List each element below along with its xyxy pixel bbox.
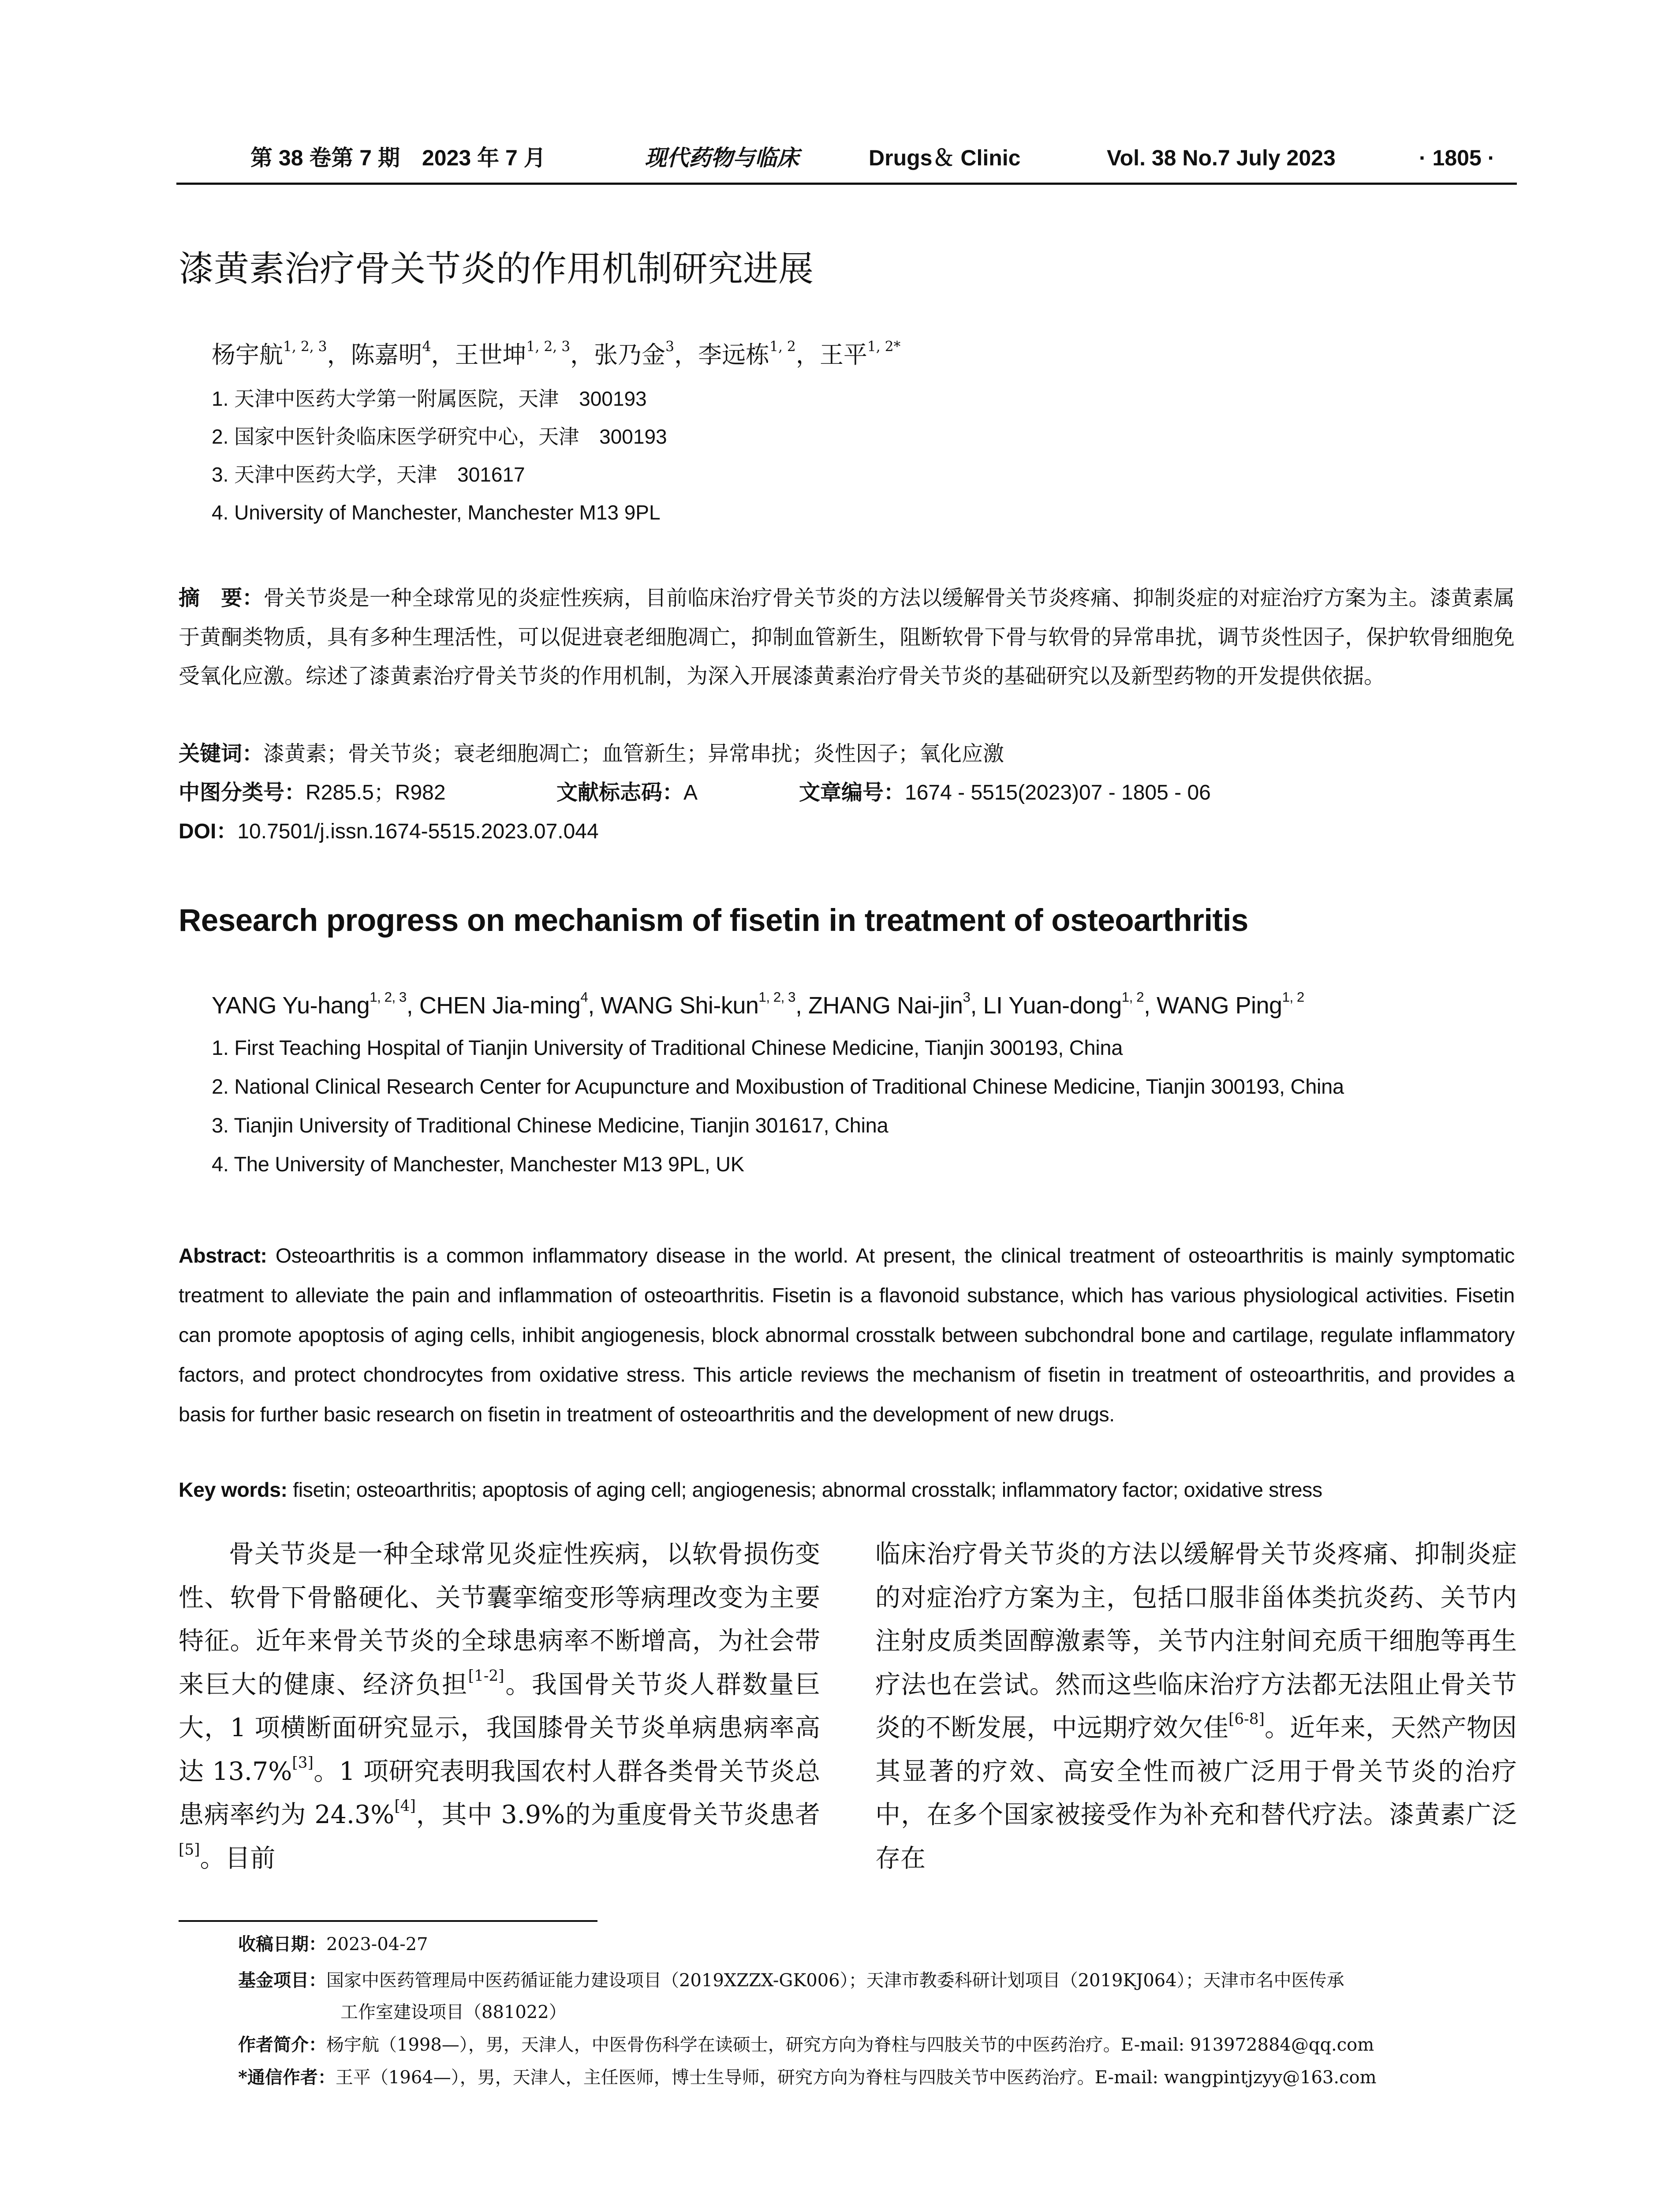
footnote-author-text: 杨宇航（1998—），男，天津人，中医骨伤科学在读硕士，研究方向为脊柱与四肢关节的中医药治疗。E-mail: 913972884@qq.com [326, 2035, 1374, 2055]
cn-author-affiliation-mark: 1, 2, 3 [283, 339, 327, 355]
affiliation-en-1: 1. First Teaching Hospital of Tianjin University of Traditional Chinese Medicine, Tianjin 300193, China [212, 1036, 1123, 1059]
abstract-en-label: Abstract: [179, 1244, 267, 1267]
en-author-separator: , [795, 992, 808, 1019]
clc-number [179, 775, 446, 811]
keywords-en-text: fisetin; osteoarthritis; apoptosis of aging cell; angiogenesis; abnormal crosstalk; inflammatory factor; oxidative stress [293, 1478, 1322, 1501]
cn-author-name: 李远栋 [698, 341, 770, 369]
cn-author-separator: ， [674, 341, 698, 369]
cn-author-separator: ， [431, 341, 455, 369]
abstract-cn-text: 骨关节炎是一种全球常见的炎症性疾病，目前临床治疗骨关节炎的方法以缓解骨关节炎疼痛、抑制炎症的对症治疗方案为主。漆黄素属于黄酮类物质，具有多种生理活性，可以促进衰老细胞凋亡，抑制血管新生，阻断软骨下骨与软骨的异常串扰，调节炎性因子，保护软骨细胞免受氧化应激。综述了漆黄素治疗骨关节炎的作用机制，为深入开展漆黄素治疗骨关节炎的基础研究以及新型药物的开发提供依据。 [179, 586, 1515, 688]
abstract-cn-label: 摘 要： [179, 587, 264, 610]
abstract-cn [179, 579, 1515, 695]
en-author-name: WANG Shi-kun [601, 992, 759, 1019]
affiliation-en-3: 3. Tianjin University of Traditional Chinese Medicine, Tianjin 301617, China [212, 1114, 889, 1137]
cn-author-name: 杨宇航 [212, 341, 283, 369]
en-author-name: WANG Ping [1157, 992, 1282, 1019]
doi-label: DOI： [179, 820, 238, 843]
footnote-rule [179, 1920, 597, 1922]
en-author-name: ZHANG Nai-jin [808, 992, 963, 1019]
footnote-author-label: 作者简介： [238, 2034, 326, 2055]
citation-reference: [4] [394, 1797, 416, 1815]
body-text-run: 临床治疗骨关节炎的方法以缓解骨关节炎疼痛、抑制炎症的对症治疗方案为主，包括口服非甾体类抗炎药、关节内注射皮质类固醇激素等，关节内注射间充质干细胞等再生疗法也在尝试。然而这些临床治疗方法都无法阻止骨关节炎的不断发展，中远期疗效欠佳 [875, 1540, 1517, 1742]
header-journal-cn: 现代药物与临床 [645, 145, 799, 171]
keywords-cn [179, 736, 1515, 772]
footnote-corresponding [238, 2064, 1517, 2091]
body-text-run: 骨关节炎是一种全球常见炎症性疾病，以软骨损伤变性、软骨下骨骼硬化、关节囊挛缩变形等病理改变为主要特征。近年来骨关节炎的全球患病率不断增高，为社会带来巨大的健康、经济负担 [179, 1540, 820, 1699]
citation-reference: [3] [292, 1754, 314, 1772]
header-page-number: · 1805 · [1419, 146, 1495, 170]
body-text-run: ，其中 3.9%的为重度骨关节炎患者 [415, 1800, 820, 1829]
affiliation-cn-2: 2. 国家中医针灸临床医学研究中心，天津 300193 [212, 425, 667, 448]
cn-author-separator: ， [570, 341, 594, 369]
authors-en [212, 990, 1304, 1021]
body-text-run: 。我国骨关节炎人群数量巨大，1 项横断面研究显示，我国膝骨关节炎单病患病率高达 13.7% [179, 1670, 821, 1786]
keywords-en [179, 1472, 1515, 1507]
abstract-en-text: Osteoarthritis is a common inflammatory disease in the world. At present, the clinical treatment of osteoarthritis is mainly symptomatic treatment to alleviate the pain and inflammation of osteoarthritis. Fisetin is a flavonoid substance, which has various physiological activities. Fisetin can promote apoptosis of aging cells, inhibit angiogenesis, block abnormal crosstalk between subchondral bone and cartilage, regulate inflammatory factors, and protect chondrocytes from oxidative stress. This article reviews the mechanism of fisetin in treatment of osteoarthritis, and provides a basis for further basic research on fisetin in treatment of osteoarthritis and the development of new drugs. [179, 1244, 1515, 1426]
cn-author-affiliation-mark: 3 [665, 339, 675, 355]
document-code [556, 775, 698, 811]
footnote-received-value: 2023-04-27 [326, 1934, 428, 1955]
header-volume-en: Vol. 38 No.7 July 2023 [1107, 146, 1336, 170]
en-author-separator: , [970, 992, 983, 1019]
affiliation-en-2: 2. National Clinical Research Center for Acupuncture and Moxibustion of Traditional Chinese Medicine, Tianjin 300193, China [212, 1075, 1344, 1098]
article-no-label: 文章编号： [799, 781, 905, 804]
abstract-en [179, 1236, 1515, 1434]
keywords-cn-text: 漆黄素；骨关节炎；衰老细胞凋亡；血管新生；异常串扰；炎性因子；氧化应激 [263, 742, 1004, 766]
footnote-fund-continued [238, 1999, 1619, 2026]
affiliation-cn-1: 1. 天津中医药大学第一附属医院，天津 300193 [212, 387, 647, 410]
en-author-affiliation-mark: 3 [963, 989, 971, 1005]
body-column-right [875, 1532, 1517, 1880]
header-journal-en: Drugs＆ Clinic [869, 146, 1021, 170]
footnote-fund [238, 1967, 1517, 1994]
en-author-separator: , [588, 992, 601, 1019]
footnote-corresponding-text: 王平（1964—），男，天津人，主任医师，博士生导师，研究方向为脊柱与四肢关节中医药治疗。E-mail: wangpintjzyy@163.com [335, 2067, 1377, 2088]
en-author-name: LI Yuan-dong [983, 992, 1122, 1019]
affiliation-en-4: 4. The University of Manchester, Manchester M13 9PL, UK [212, 1152, 744, 1176]
footnote-author [238, 2031, 1517, 2059]
cn-author-name: 张乃金 [594, 341, 666, 369]
cn-author-affiliation-mark: 4 [422, 339, 431, 355]
clc-value: R285.5；R982 [306, 781, 446, 804]
doi [179, 814, 1515, 849]
cn-author-affiliation-mark: 1, 2, 3 [526, 339, 571, 355]
article-number [799, 775, 1211, 811]
en-author-name: CHEN Jia-ming [419, 992, 581, 1019]
title-en: Research progress on mechanism of fisetin in treatment of osteoarthritis [179, 903, 1248, 938]
header-volume-cn: 第 38 卷第 7 期 2023 年 7 月 [250, 146, 546, 170]
en-author-affiliation-mark: 1, 2 [1282, 989, 1304, 1005]
clc-label: 中图分类号： [179, 781, 306, 804]
footnote-received-label: 收稿日期： [238, 1934, 326, 1955]
cn-author-separator: ， [795, 341, 820, 369]
body-text-run: 。1 项研究表明我国农村人群各类骨关节炎总患病率约为 24.3% [179, 1757, 820, 1829]
doi-value: 10.7501/j.issn.1674-5515.2023.07.044 [237, 820, 599, 843]
en-author-affiliation-mark: 4 [580, 989, 588, 1005]
en-author-affiliation-mark: 1, 2 [1121, 989, 1144, 1005]
keywords-cn-label: 关键词： [179, 742, 264, 766]
body-text-run: 。目前 [200, 1843, 276, 1873]
footnote-received [238, 1931, 1517, 1958]
cn-author-name: 陈嘉明 [351, 341, 422, 369]
footnote-fund-line1: 国家中医药管理局中医药循证能力建设项目（2019XZZX-GK006）；天津市教委科研计划项目（2019KJ064）；天津市名中医传承 [326, 1970, 1344, 1991]
cn-author-name: 王平 [819, 341, 867, 369]
cn-author-name: 王世坤 [455, 341, 526, 369]
cn-author-separator: ， [327, 341, 351, 369]
article-no-value: 1674 - 5515(2023)07 - 1805 - 06 [905, 781, 1211, 804]
footnote-fund-label: 基金项目： [238, 1970, 326, 1991]
body-column-left [179, 1532, 820, 1880]
citation-reference: [5] [179, 1841, 200, 1859]
en-author-separator: , [406, 992, 419, 1019]
keywords-en-label: Key words: [179, 1478, 287, 1501]
doc-code-label: 文献标志码： [556, 781, 684, 804]
cn-author-affiliation-mark: 1, 2* [867, 339, 901, 355]
en-author-name: YANG Yu-hang [212, 992, 370, 1019]
affiliation-cn-3: 3. 天津中医药大学，天津 301617 [212, 463, 525, 486]
affiliation-cn-4: 4. University of Manchester, Manchester M13 9PL [212, 501, 661, 524]
en-author-affiliation-mark: 1, 2, 3 [370, 989, 407, 1005]
cn-author-affiliation-mark: 1, 2 [769, 339, 796, 355]
body-text-run: 。近年来，天然产物因其显著的疗效、高安全性而被广泛用于骨关节炎的治疗中，在多个国家被接受作为补充和替代疗法。漆黄素广泛存在 [875, 1713, 1517, 1873]
en-author-affiliation-mark: 1, 2, 3 [758, 989, 795, 1005]
footnote-corresponding-label: *通信作者： [238, 2067, 336, 2088]
title-cn: 漆黄素治疗骨关节炎的作用机制研究进展 [179, 249, 814, 288]
en-author-separator: , [1144, 992, 1157, 1019]
citation-reference: [6-8] [1228, 1710, 1265, 1728]
running-header [176, 140, 1517, 185]
authors-cn [212, 340, 900, 370]
footnote-fund-line2: 工作室建设项目（881022） [340, 2002, 567, 2022]
citation-reference: [1-2] [468, 1667, 504, 1685]
doc-code-value: A [683, 781, 698, 804]
